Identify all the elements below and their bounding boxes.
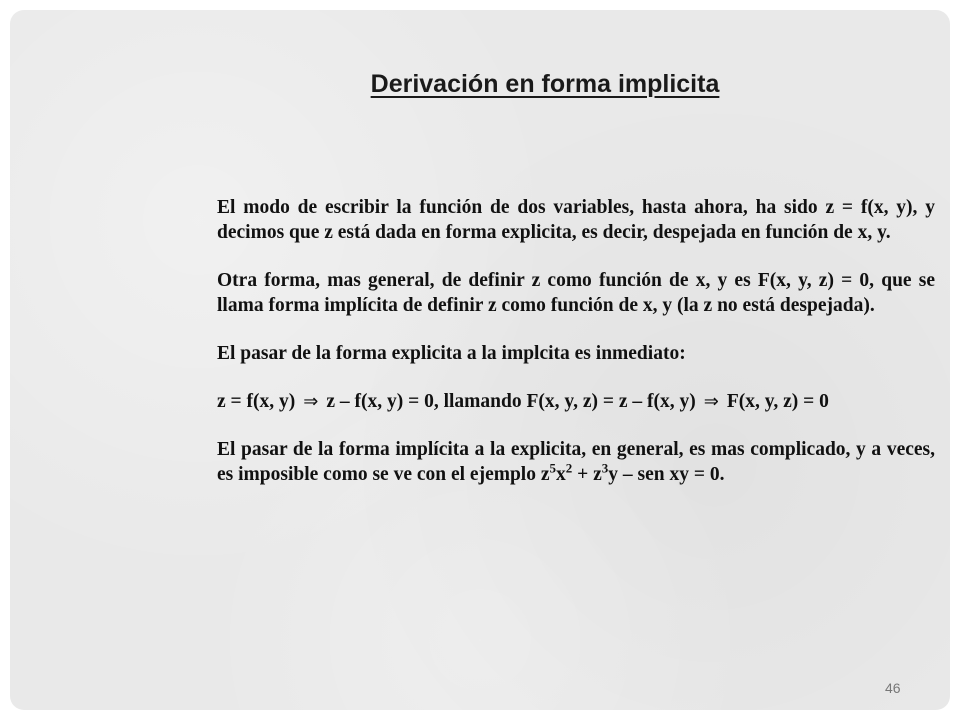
implies-arrow-icon: ⇒	[303, 391, 319, 412]
page-number: 46	[885, 680, 901, 696]
eq-plus-z: + z	[572, 464, 602, 485]
eq-exp-2: 2	[565, 460, 573, 476]
paragraph-transition: El pasar de la forma explicita a la implcita es inmediato:	[217, 343, 686, 364]
example-equation	[540, 460, 725, 485]
equation-part-1: z = f(x, y)	[217, 391, 296, 412]
paragraph-example	[217, 437, 935, 487]
equation-part-3: F(x, y, z) = 0	[726, 391, 829, 412]
eq-exp-5: 5	[549, 460, 557, 476]
eq-z: z	[540, 464, 550, 485]
slide-body	[217, 195, 935, 510]
implies-arrow-icon: ⇒	[703, 391, 719, 412]
eq-rest: y – sen xy = 0.	[608, 464, 725, 485]
eq-exp-3: 3	[601, 460, 609, 476]
example-text: El pasar de la forma implícita a la explicita, en general, es mas complicado, y a veces, es imposible como se ve con el ejemplo	[217, 439, 935, 485]
paragraph-implicit-form: Otra forma, mas general, de definir z como función de x, y es F(x, y, z) = 0, que se llama forma implícita de definir z como función de x, y (la z no está despejada).	[217, 270, 935, 316]
equation-part-2: z – f(x, y) = 0, llamando F(x, y, z) = z – f(x, y)	[326, 391, 696, 412]
slide-title	[10, 70, 950, 99]
paragraph-equation	[217, 389, 935, 414]
slide-title-text: Derivación en forma implicita	[370, 70, 720, 98]
paragraph-explicit-form: El modo de escribir la función de dos variables, hasta ahora, ha sido z = f(x, y), y decimos que z está dada en forma explicita, es decir, despejada en función de x, y.	[217, 197, 935, 243]
slide	[10, 10, 950, 710]
eq-x: x	[556, 464, 566, 485]
